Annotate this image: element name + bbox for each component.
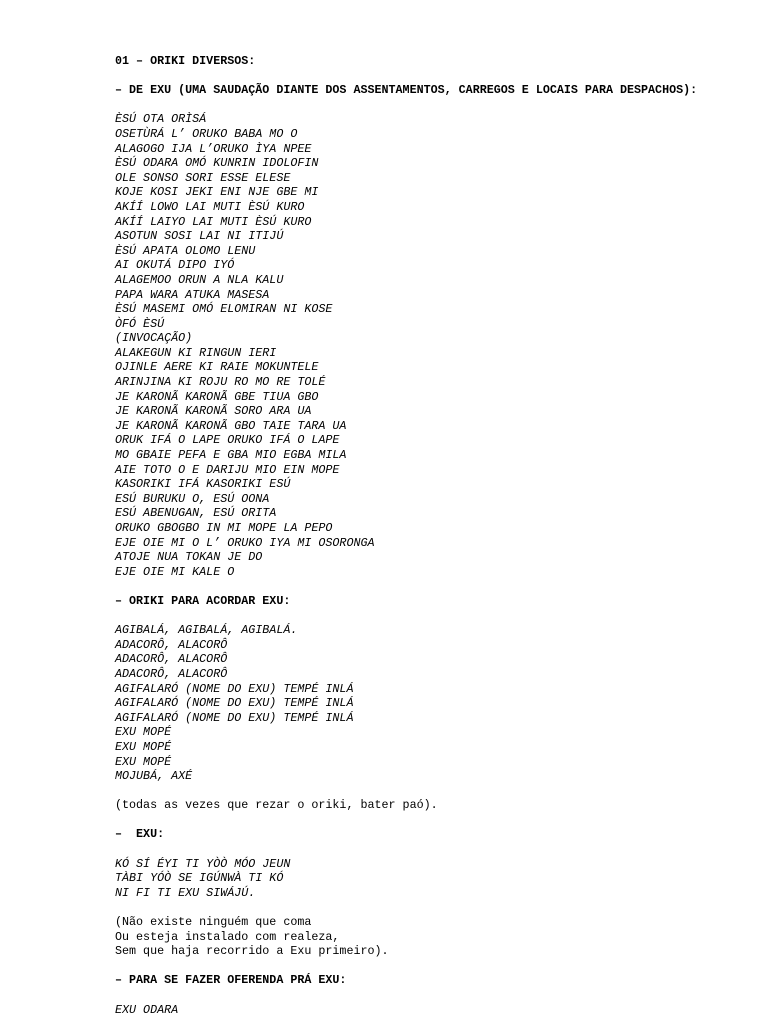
- verse-line: ATOJE NUA TOKAN JE DO: [115, 550, 263, 565]
- verse-line: KOJE KOSI JEKI ENI NJE GBE MI: [115, 185, 319, 200]
- verse-line: ADACORÔ, ALACORÔ: [115, 637, 228, 652]
- verse-line: ASOTUN SOSI LAI NI ITIJÚ: [115, 229, 284, 244]
- spacer: [115, 959, 715, 974]
- spacer: [115, 813, 715, 828]
- verse-line: KASORIKI IFÁ KASORIKI ESÚ: [115, 477, 291, 492]
- verse-line: ESÚ ABENUGAN, ESÚ ORITA: [115, 506, 277, 521]
- spacer: [115, 842, 715, 857]
- verse-line: OSETÙRÁ L’ ORUKO BABA MO O: [115, 126, 298, 141]
- spacer: [115, 988, 715, 1003]
- verse-line: ALAKEGUN KI RINGUN IERI: [115, 345, 277, 360]
- heading-dash: –: [115, 827, 123, 842]
- verse-line: KÓ SÍ ÉYI TI YÒÒ MÓO JEUN: [115, 856, 291, 871]
- verse-line: ÈSÚ MASEMI OMÓ ELOMIRAN NI KOSE: [115, 302, 333, 317]
- verse-line: AGIFALARÓ (NOME DO EXU) TEMPÉ INLÁ: [115, 681, 354, 696]
- oriki-acordar-verses: [115, 623, 715, 784]
- exu-verses: [115, 857, 715, 901]
- verse-line: AGIBALÁ, AGIBALÁ, AGIBALÁ.: [115, 623, 298, 638]
- verse-line: ORUKO GBOGBO IN MI MOPE LA PEPO: [115, 521, 333, 535]
- verse-line: ALAGOGO IJA L’ORUKO ÌYA NPEE: [115, 141, 312, 156]
- verse-line: ÒFÓ ÈSÚ: [115, 316, 165, 331]
- section-heading-exu: [115, 827, 715, 842]
- oferenda-first-line: EXU ODARA: [115, 1002, 179, 1017]
- section-heading-exu-saudacao: – DE EXU (UMA SAUDAÇÃO DIANTE DOS ASSENTAMENTOS, CARREGOS E LOCAIS PARA DESPACHOS):: [115, 83, 698, 98]
- spacer: [115, 69, 715, 84]
- spacer: [115, 609, 715, 624]
- verse-line: OJINLE AERE KI RAIE MOKUNTELE: [115, 360, 319, 375]
- verse-line: AIE TOTO O E DARIJU MIO EIN MOPE: [115, 462, 340, 477]
- verse-line: NI FI TI EXU SIWÁJÚ.: [115, 885, 256, 900]
- section-heading-acordar-exu: – ORIKI PARA ACORDAR EXU:: [115, 593, 291, 608]
- spacer: [115, 784, 715, 799]
- verse-line: ARINJINA KI ROJU RO MO RE TOLÉ: [115, 375, 326, 390]
- translation-line: Sem que haja recorrido a Exu primeiro).: [115, 944, 389, 959]
- verse-line: ÈSÚ OTA ORÌSÁ: [115, 112, 207, 127]
- verse-line: AKÍÍ LAIYO LAI MUTI ÈSÚ KURO: [115, 214, 312, 229]
- exu-translation: [115, 915, 715, 959]
- verse-line: EJE OIE MI KALE O: [115, 564, 235, 579]
- document-title: 01 – ORIKI DIVERSOS:: [115, 54, 256, 68]
- verse-line: MO GBAIE PEFA E GBA MIO EGBA MILA: [115, 448, 347, 463]
- verse-line: EXU MOPÉ: [115, 754, 172, 769]
- verse-line: AGIFALARÓ (NOME DO EXU) TEMPÉ INLÁ: [115, 696, 354, 711]
- spacer: [115, 579, 715, 594]
- verse-line: AGIFALARÓ (NOME DO EXU) TEMPÉ INLÁ: [115, 710, 354, 725]
- verse-line: ESÚ BURUKU O, ESÚ OONA: [115, 491, 270, 506]
- verse-line: EXU MOPÉ: [115, 739, 172, 754]
- spacer: [115, 900, 715, 915]
- verse-line: MOJUBÁ, AXÉ: [115, 769, 193, 784]
- verse-line: ÈSÚ ODARA OMÓ KUNRIN IDOLOFIN: [115, 156, 319, 171]
- verse-line: AI OKUTÁ DIPO IYÓ: [115, 258, 235, 273]
- heading-text: EXU:: [136, 827, 165, 842]
- verse-line: ADACORÔ, ALACORÔ: [115, 652, 228, 667]
- verse-line: EJE OIE MI O L’ ORUKO IYA MI OSORONGA: [115, 535, 375, 550]
- verse-line: ALAGEMOO ORUN A NLA KALU: [115, 272, 284, 287]
- verse-line: TÀBI YÓÒ SE IGÚNWÀ TI KÓ: [115, 871, 284, 886]
- document-content: [115, 54, 715, 1017]
- verse-line: ORUK IFÁ O LAPE ORUKO IFÁ O LAPE: [115, 433, 340, 448]
- verse-line: (INVOCAÇÃO): [115, 331, 193, 346]
- verse-line: OLE SONSO SORI ESSE ELESE: [115, 170, 291, 185]
- verse-line: JE KARONÃ KARONÃ GBE TIUA GBO: [115, 389, 319, 404]
- translation-line: Ou esteja instalado com realeza,: [115, 929, 340, 944]
- oriki-exu-verses: [115, 112, 715, 579]
- verse-line: PAPA WARA ATUKA MASESA: [115, 287, 270, 302]
- verse-line: JE KARONÃ KARONÃ GBO TAIE TARA UA: [115, 418, 347, 433]
- section-heading-oferenda: – PARA SE FAZER OFERENDA PRÁ EXU:: [115, 973, 347, 988]
- verse-line: JE KARONÃ KARONÃ SORO ARA UA: [115, 404, 312, 419]
- verse-line: ADACORÔ, ALACORÔ: [115, 666, 228, 681]
- instruction-note: (todas as vezes que rezar o oriki, bater paó).: [115, 798, 438, 813]
- verse-line: ÈSÚ APATA OLOMO LENU: [115, 243, 256, 258]
- translation-line: (Não existe ninguém que coma: [115, 915, 312, 930]
- verse-line: EXU MOPÉ: [115, 725, 172, 740]
- verse-line: AKÍÍ LOWO LAI MUTI ÈSÚ KURO: [115, 199, 305, 214]
- spacer: [115, 98, 715, 113]
